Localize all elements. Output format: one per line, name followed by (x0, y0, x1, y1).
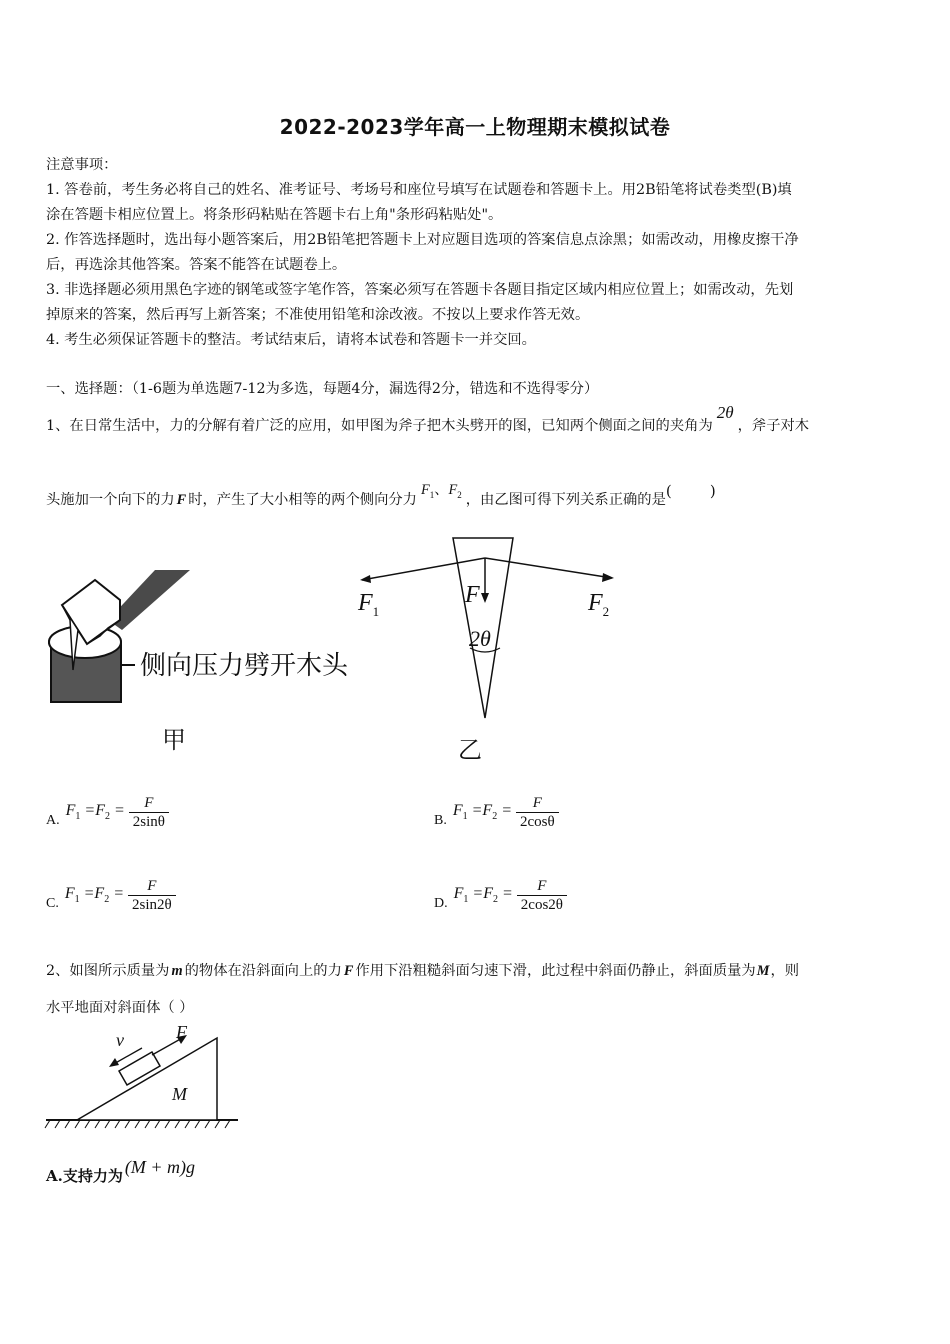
q1-text-d: 时，产生了大小相等的两个侧向分力 (188, 492, 417, 508)
figure-incline (42, 1020, 242, 1135)
figure-yi-label: 乙 (458, 736, 482, 764)
q2-line-2: 水平地面对斜面体（ ） (46, 1000, 194, 1016)
q1-text-e: ，由乙图可得下列关系正确的是 (465, 492, 666, 508)
q2-var-f: F (343, 963, 354, 979)
q2-var-m: m (171, 963, 183, 979)
q1-option-a[interactable] (46, 794, 169, 831)
notice-item-3-line-1: 3. 非选择题必须用黑色字迹的钢笔或签字笔作答，答案必须写在答题卡各题目指定区域内相应位置上；如需改动，先划 (46, 282, 794, 298)
ground-hatching (45, 1120, 230, 1128)
notice-item-4: 4. 考生必须保证答题卡的整洁。考试结束后，请将本试卷和答题卡一并交回。 (46, 332, 536, 348)
q2-text-c: 作用下沿粗糙斜面匀速下滑，此过程中斜面仍静止，斜面质量为 (355, 963, 756, 979)
option-a-label: A.支持力为 (46, 1167, 123, 1185)
q1-text-c: 头施加一个向下的力 (46, 492, 175, 508)
q1-f2: $F_2$ (448, 482, 462, 500)
option-letter: B. (434, 812, 447, 828)
notice-item-2-line-1: 2. 作答选择题时，选出每小题答案后，用2B铅笔把答题卡上对应题目选项的答案信息点涂黑；如需改动，用橡皮擦干净 (46, 232, 799, 248)
option-fraction: $\frac{F}{2\sin 2\theta}$ (128, 877, 176, 914)
figure-jia (40, 560, 370, 760)
q1-f1: $F_1$ (420, 482, 435, 500)
option-fraction: $\frac{F}{2\cos 2\theta}$ (517, 877, 567, 914)
q1-option-c[interactable] (46, 877, 176, 914)
label-m: M (172, 1084, 187, 1104)
label-f: F (465, 582, 480, 608)
q1-option-d[interactable] (434, 877, 567, 914)
option-lhs: $F_1 =F_2$ = (453, 885, 513, 906)
q2-text-a: 2、如图所示质量为 (46, 963, 170, 979)
option-fraction: $\frac{F}{2\cos\theta}$ (516, 794, 559, 831)
notice-heading: 注意事项： (46, 157, 118, 173)
page-title: 2022-2023学年高一上物理期末模拟试卷 (279, 115, 671, 139)
figure-jia-label: 甲 (162, 726, 186, 754)
arrowhead-f1 (360, 575, 371, 583)
option-a-expression: (M + m)g (124, 1157, 196, 1177)
label-f: F (176, 1022, 187, 1042)
label-f1: $F_1$ (358, 590, 380, 619)
arrowhead-velocity (109, 1058, 119, 1067)
q1-option-b[interactable] (434, 794, 559, 831)
notice-item-3-line-2: 掉原来的答案，然后再写上新答案；不准使用铅笔和涂改液。不按以上要求作答无效。 (46, 307, 590, 323)
q2-text-d: ，则 (770, 963, 800, 979)
option-letter: A. (46, 812, 60, 828)
figure-jia-caption: 侧向压力劈开木头 (140, 651, 349, 681)
option-lhs: $F_1 =F_2$ = (452, 802, 512, 823)
option-lhs: $F_1 =F_2$ = (65, 802, 125, 823)
q1-text-a: 1、在日常生活中，力的分解有着广泛的应用，如甲图为斧子把木头劈开的图，已知两个侧面之间的夹角为 (46, 418, 713, 434)
notice-item-1-line-2: 涂在答题卡相应位置上。将条形码粘贴在答题卡右上角"条形码粘贴处"。 (46, 207, 503, 223)
q1-line-1 (46, 403, 810, 435)
option-letter: C. (46, 895, 59, 911)
q2-var-bigm: M (756, 963, 770, 979)
q1-angle: 2θ (716, 403, 734, 422)
notice-item-1-line-1: 1. 答卷前，考生务必将自己的姓名、准考证号、考场号和座位号填写在试题卷和答题卡上。用2B铅笔将试卷类型(B)填 (46, 182, 792, 198)
q1-answer-bracket: ( ) (665, 482, 716, 500)
q1-text-b: ，斧子对木 (737, 418, 810, 434)
q1-force-f: F (176, 492, 187, 508)
section-1-heading: 一、选择题：（1-6题为单选题7-12为多选，每题4分，漏选得2分，错选和不选得零分） (46, 381, 599, 397)
option-lhs: $F_1 =F_2$ = (64, 885, 124, 906)
option-letter: D. (434, 895, 448, 911)
label-angle: 2θ (469, 626, 491, 651)
option-fraction: $\frac{F}{2\sin\theta}$ (129, 794, 169, 831)
q2-text-b: 的物体在沿斜面向上的力 (184, 963, 342, 979)
arrowhead-f2 (602, 573, 614, 582)
figure-yi (350, 530, 630, 770)
q1-line-2 (46, 482, 716, 510)
incline (77, 1038, 217, 1120)
q1-sep: 、 (434, 482, 449, 498)
q2-option-a[interactable] (46, 1157, 196, 1186)
label-f2: $F_2$ (588, 590, 610, 619)
notice-item-2-line-2: 后，再选涂其他答案。答案不能答在试题卷上。 (46, 257, 347, 273)
label-v: v (116, 1030, 124, 1050)
q2-line-1 (46, 960, 799, 980)
